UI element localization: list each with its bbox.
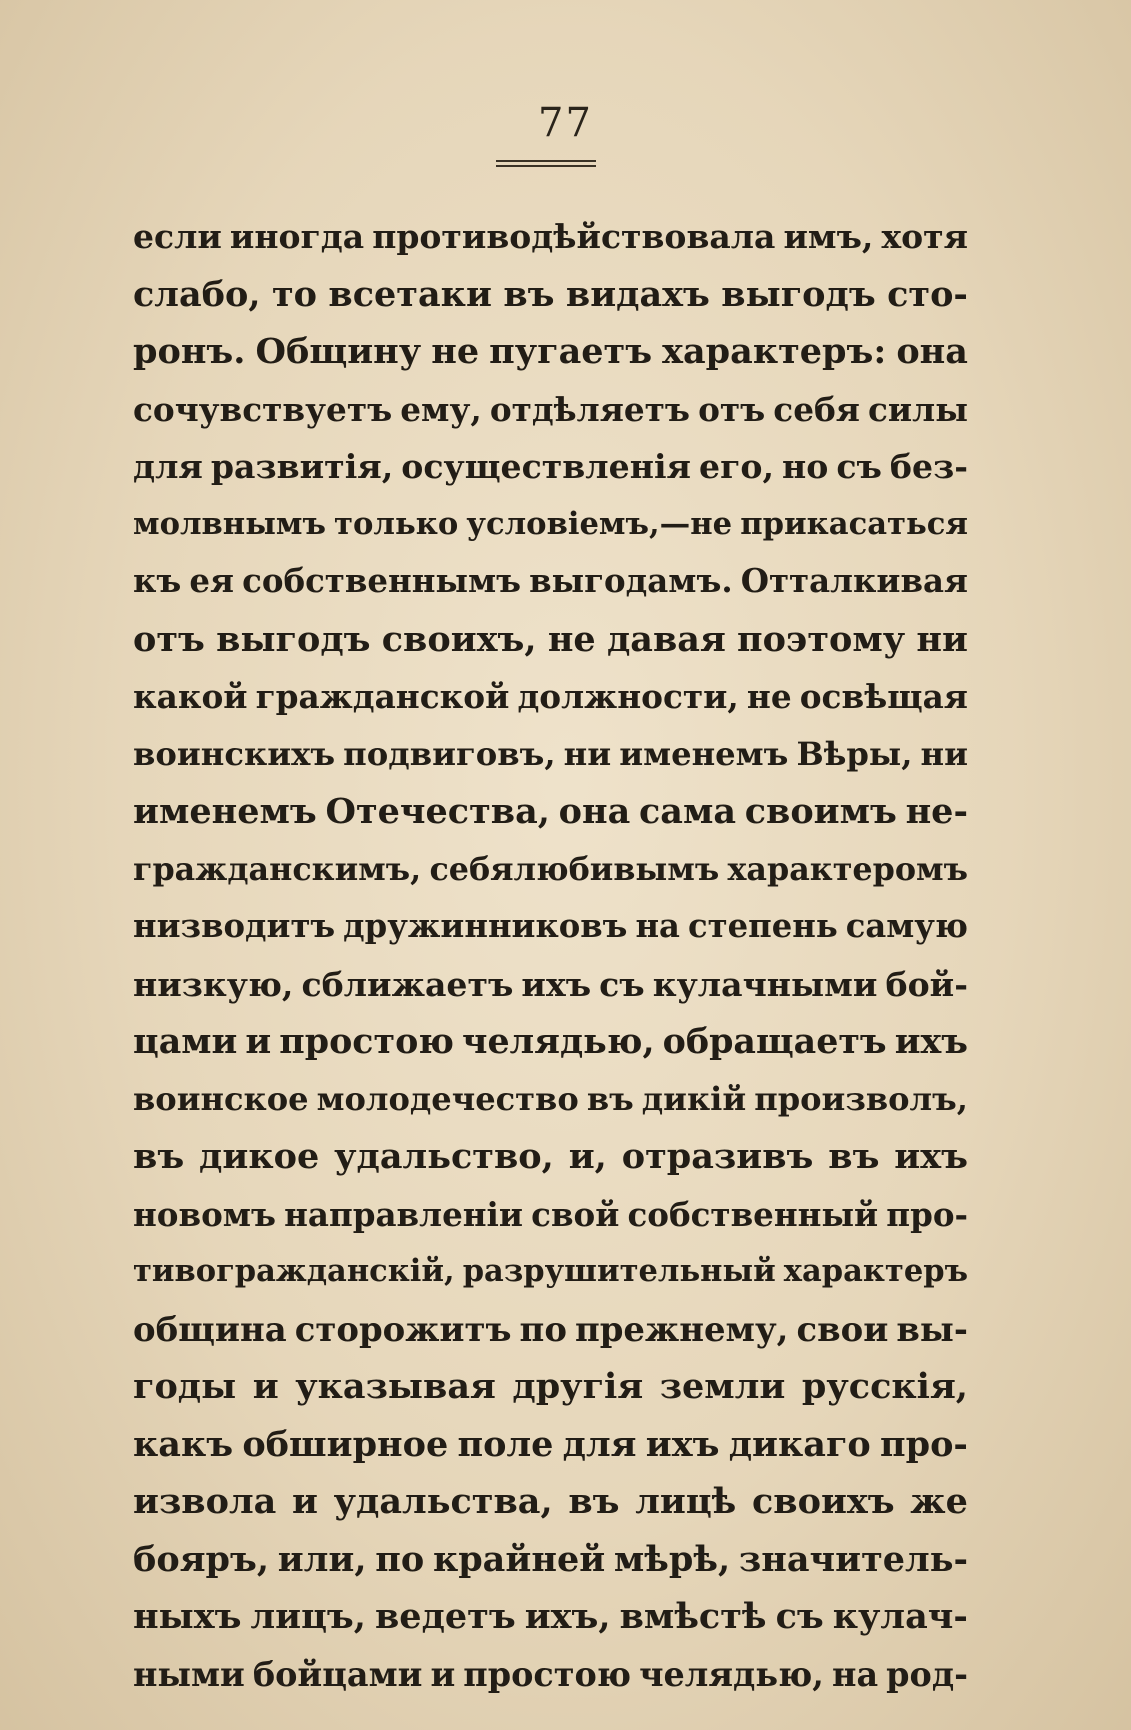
word: только bbox=[334, 505, 459, 542]
text-line bbox=[133, 1416, 968, 1474]
text-line bbox=[133, 553, 968, 611]
text-line bbox=[133, 611, 968, 669]
word: воинское bbox=[133, 1079, 309, 1118]
text-line bbox=[133, 783, 968, 841]
word: Отталкивая bbox=[740, 562, 968, 600]
word: съ bbox=[836, 447, 882, 486]
word: степень bbox=[687, 907, 838, 945]
word: род- bbox=[886, 1654, 968, 1694]
word: сама bbox=[638, 791, 737, 832]
word: низводитъ bbox=[133, 907, 336, 945]
text-line bbox=[133, 381, 968, 439]
text-line bbox=[133, 1588, 968, 1646]
word: дикое bbox=[199, 1136, 320, 1177]
word: годы bbox=[133, 1366, 237, 1407]
word: ными bbox=[133, 1654, 245, 1694]
word: ронъ. bbox=[133, 331, 246, 372]
word: отдѣляетъ bbox=[489, 389, 690, 429]
word: крайней bbox=[432, 1538, 606, 1580]
word: по bbox=[375, 1538, 425, 1580]
text-line bbox=[133, 898, 968, 956]
text-line bbox=[133, 266, 968, 324]
word: гражданскимъ, bbox=[133, 850, 422, 888]
word: его, bbox=[699, 447, 774, 486]
text-line bbox=[133, 208, 968, 266]
word: Общину bbox=[255, 331, 422, 372]
text-line bbox=[133, 1128, 968, 1186]
word: лицѣ bbox=[635, 1481, 737, 1522]
word: и bbox=[245, 1021, 272, 1062]
page-number: 77 bbox=[538, 100, 593, 146]
word: новомъ bbox=[133, 1194, 276, 1234]
word: выгодамъ. bbox=[529, 562, 733, 600]
word: челядью, bbox=[639, 1654, 824, 1694]
word: и bbox=[252, 1366, 279, 1407]
word: слабо, bbox=[133, 273, 261, 315]
word: челядью, bbox=[462, 1021, 655, 1062]
word: развитія, bbox=[210, 447, 394, 486]
word: не- bbox=[905, 791, 968, 832]
word: прежнему, bbox=[574, 1308, 789, 1349]
word: дружинниковъ bbox=[343, 907, 628, 945]
word: сближаетъ bbox=[301, 964, 514, 1004]
word: собственный bbox=[627, 1194, 879, 1234]
word: дикаго bbox=[728, 1423, 871, 1465]
word: община bbox=[133, 1308, 287, 1349]
text-line bbox=[133, 726, 968, 784]
word: разрушительный bbox=[462, 1253, 776, 1289]
word: прикасаться bbox=[740, 505, 968, 542]
word: гражданской bbox=[255, 677, 510, 716]
word: вы- bbox=[896, 1308, 968, 1349]
word: воинскихъ bbox=[133, 734, 336, 773]
word: дикій bbox=[641, 1079, 747, 1118]
word: обращаетъ bbox=[662, 1021, 887, 1062]
word: имъ, bbox=[783, 217, 874, 256]
word: должности, bbox=[517, 677, 739, 716]
word: отразивъ bbox=[621, 1136, 814, 1177]
word: поэтому bbox=[737, 618, 906, 660]
word: или, bbox=[277, 1538, 367, 1580]
word: и bbox=[292, 1481, 318, 1522]
word: тивогражданскій, bbox=[133, 1253, 455, 1289]
word: своимъ bbox=[744, 791, 897, 832]
text-line bbox=[133, 1186, 968, 1244]
word: низкую, bbox=[133, 964, 294, 1004]
word: вмѣстѣ bbox=[619, 1596, 767, 1637]
word: земли bbox=[659, 1366, 786, 1407]
word: простою bbox=[279, 1021, 454, 1062]
word: указывая bbox=[295, 1366, 496, 1407]
word: своихъ bbox=[751, 1481, 895, 1522]
word: про- bbox=[879, 1423, 968, 1465]
word: ни bbox=[920, 734, 968, 773]
word: сторожитъ bbox=[294, 1308, 512, 1349]
word: иногда bbox=[229, 217, 365, 256]
word: характеромъ bbox=[727, 850, 968, 888]
rule-line-bottom bbox=[496, 165, 596, 167]
word: въ bbox=[568, 1481, 620, 1522]
word: же bbox=[910, 1481, 968, 1522]
word: характеръ: bbox=[662, 331, 887, 372]
text-line bbox=[133, 1301, 968, 1359]
rule-line-top bbox=[496, 160, 596, 162]
text-line bbox=[133, 841, 968, 899]
word: удальство, bbox=[334, 1136, 554, 1177]
word: на bbox=[635, 907, 680, 945]
word: самую bbox=[845, 907, 968, 945]
word: отъ bbox=[698, 389, 766, 429]
word: лицъ, bbox=[250, 1596, 366, 1637]
word: не bbox=[547, 618, 596, 660]
word: обширное bbox=[242, 1423, 449, 1465]
word: бой- bbox=[885, 964, 968, 1004]
word: для bbox=[562, 1423, 637, 1465]
word: не bbox=[746, 677, 792, 716]
word: значитель- bbox=[738, 1538, 968, 1580]
word: направленіи bbox=[284, 1194, 524, 1234]
word: въ bbox=[828, 1136, 880, 1177]
word: пугаетъ bbox=[489, 331, 653, 372]
word: но bbox=[782, 447, 829, 486]
word: ихъ bbox=[894, 1136, 968, 1177]
word: и, bbox=[568, 1136, 607, 1177]
word: видахъ bbox=[565, 273, 710, 315]
word: выгодъ bbox=[216, 618, 371, 660]
word: съ bbox=[599, 964, 645, 1004]
text-line bbox=[133, 1071, 968, 1129]
text-line bbox=[133, 668, 968, 726]
word: кулач- bbox=[832, 1596, 968, 1637]
text-line bbox=[133, 956, 968, 1014]
word: себялюбивымъ bbox=[429, 850, 720, 888]
text-line bbox=[133, 323, 968, 381]
word: отъ bbox=[133, 618, 205, 660]
word: какой bbox=[133, 677, 248, 716]
word: про- bbox=[886, 1194, 968, 1234]
word: давая bbox=[606, 618, 726, 660]
word: поле bbox=[457, 1423, 554, 1465]
text-line bbox=[133, 1013, 968, 1071]
text-line bbox=[133, 438, 968, 496]
word: и bbox=[430, 1654, 456, 1694]
word: ныхъ bbox=[133, 1596, 242, 1637]
word: ихъ bbox=[521, 964, 592, 1004]
word: характеръ bbox=[783, 1253, 968, 1289]
text-line bbox=[133, 496, 968, 554]
word: молвнымъ bbox=[133, 505, 326, 542]
word: выгодъ bbox=[721, 273, 876, 315]
word: къ bbox=[133, 562, 182, 600]
text-line bbox=[133, 1531, 968, 1589]
word: хотя bbox=[881, 217, 968, 256]
word: другія bbox=[512, 1366, 644, 1407]
word: она bbox=[896, 331, 968, 372]
word: для bbox=[133, 447, 203, 486]
word: въ bbox=[133, 1136, 185, 1177]
word: какъ bbox=[133, 1423, 234, 1465]
word: ихъ, bbox=[524, 1596, 611, 1637]
word: силы bbox=[868, 389, 968, 429]
word: не bbox=[431, 331, 480, 372]
page-number-rule bbox=[496, 160, 596, 168]
word: она bbox=[558, 791, 631, 832]
text-line bbox=[133, 1646, 968, 1704]
word: ни bbox=[563, 734, 612, 773]
word: ни bbox=[916, 618, 968, 660]
word: въ bbox=[503, 273, 555, 315]
word: сочувствуетъ bbox=[133, 389, 393, 429]
text-line bbox=[133, 1473, 968, 1531]
word: то bbox=[271, 273, 317, 315]
word: извола bbox=[133, 1481, 277, 1522]
word: произволъ, bbox=[754, 1079, 968, 1118]
word: сто- bbox=[887, 273, 968, 315]
word: противодѣйствовала bbox=[372, 217, 776, 256]
text-line bbox=[133, 1358, 968, 1416]
word: если bbox=[133, 217, 222, 256]
word: свой bbox=[531, 1194, 620, 1234]
word: свои bbox=[796, 1308, 889, 1349]
word: ея bbox=[189, 562, 234, 600]
word: ихъ bbox=[894, 1021, 968, 1062]
word: мѣрѣ, bbox=[613, 1538, 731, 1580]
word: ведетъ bbox=[374, 1596, 516, 1637]
word: простою bbox=[463, 1654, 632, 1694]
word: без- bbox=[889, 447, 968, 486]
word: освѣщая bbox=[799, 677, 968, 716]
word: въ bbox=[586, 1079, 634, 1118]
word: съ bbox=[775, 1596, 824, 1637]
word: собственнымъ bbox=[242, 562, 522, 600]
text-line bbox=[133, 1243, 968, 1301]
word: бойцами bbox=[252, 1654, 423, 1694]
word: своихъ, bbox=[381, 618, 537, 660]
word: русскія, bbox=[801, 1366, 968, 1407]
word: кулачными bbox=[652, 964, 878, 1004]
word: себя bbox=[773, 389, 860, 429]
word: подвиговъ, bbox=[343, 734, 556, 773]
word: осуществленія bbox=[401, 447, 691, 486]
word: именемъ bbox=[133, 791, 317, 832]
word: Вѣры, bbox=[796, 734, 913, 773]
word: по bbox=[519, 1308, 567, 1349]
body-text bbox=[133, 208, 968, 1703]
word: ему, bbox=[400, 389, 482, 429]
word: цами bbox=[133, 1021, 238, 1062]
word: условіемъ,—не bbox=[466, 505, 733, 542]
word: молодечество bbox=[316, 1079, 579, 1118]
word: на bbox=[831, 1654, 879, 1694]
word: ихъ bbox=[645, 1423, 720, 1465]
word: бояръ, bbox=[133, 1538, 270, 1580]
word: всетаки bbox=[328, 273, 492, 315]
word: именемъ bbox=[619, 734, 789, 773]
word: удальства, bbox=[333, 1481, 553, 1522]
word: Отечества, bbox=[325, 791, 550, 832]
